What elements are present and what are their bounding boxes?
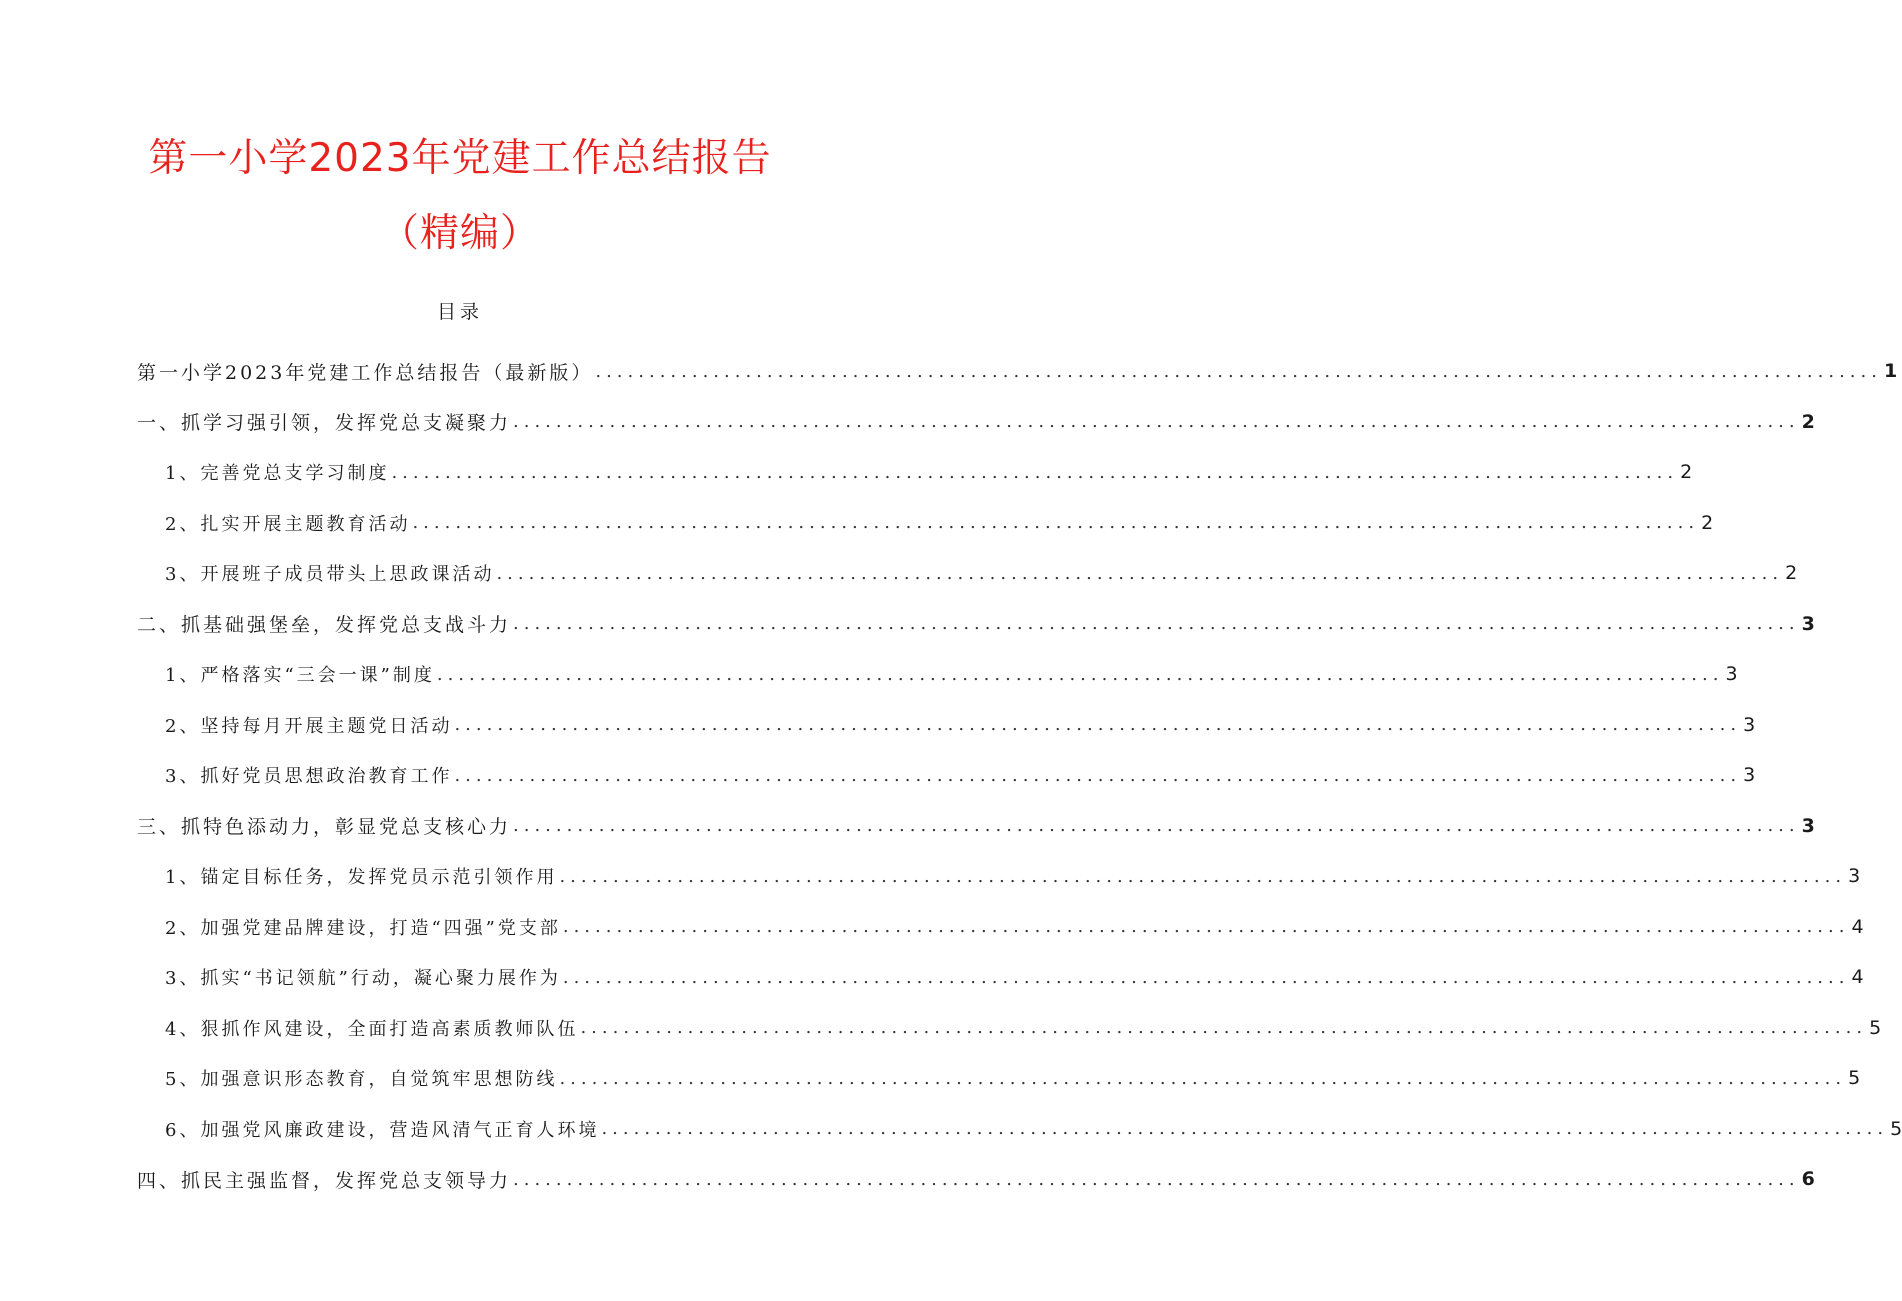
- toc-entry[interactable]: [137, 548, 1798, 599]
- toc-entry-page-number: 3: [1743, 764, 1756, 787]
- toc-leader-dots: ........................................................................................................................: [513, 1168, 1800, 1190]
- table-of-contents: [137, 346, 1902, 1205]
- toc-leader-dots: ........................................................................................................................: [580, 1017, 1868, 1039]
- toc-entry[interactable]: [137, 952, 1864, 1003]
- toc-entry-page-number: 3: [1743, 713, 1756, 736]
- toc-entry-page-number: 3: [1848, 865, 1861, 888]
- toc-entry-label: 一、抓学习强引领，发挥党总支凝聚力: [137, 412, 512, 435]
- toc-entry-label: 1、锚定目标任务，发挥党员示范引领作用: [165, 867, 558, 889]
- toc-entry-label: 2、加强党建品牌建设，打造“四强”党支部: [165, 917, 561, 939]
- toc-entry[interactable]: [137, 397, 1815, 448]
- toc-leader-dots: ........................................................................................................................: [513, 411, 1800, 433]
- toc-leader-dots: ........................................................................................................................: [454, 764, 1742, 786]
- toc-entry[interactable]: [137, 1154, 1815, 1205]
- toc-entry[interactable]: [137, 1003, 1882, 1054]
- toc-entry-page-number: 2: [1785, 562, 1798, 585]
- document-subtitle: （精编）: [379, 211, 540, 256]
- toc-leader-dots: ........................................................................................................................: [601, 1118, 1889, 1140]
- document-title: 第一小学2023年党建工作总结报告: [148, 136, 772, 181]
- toc-leader-dots: ........................................................................................................................: [559, 865, 1847, 887]
- toc-entry-page-number: 5: [1890, 1117, 1902, 1140]
- toc-entry-page-number: 3: [1801, 612, 1815, 635]
- toc-entry[interactable]: [137, 1104, 1902, 1155]
- toc-leader-dots: ........................................................................................................................: [562, 916, 1850, 938]
- toc-entry[interactable]: [137, 801, 1815, 852]
- toc-entry[interactable]: [137, 346, 1898, 397]
- toc-entry-page-number: 6: [1801, 1168, 1815, 1191]
- toc-entry-label: 三、抓特色添动力，彰显党总支核心力: [137, 816, 512, 839]
- toc-entry-page-number: 4: [1851, 915, 1864, 938]
- toc-entry[interactable]: [137, 851, 1861, 902]
- toc-leader-dots: ........................................................................................................................: [412, 512, 1700, 534]
- toc-entry-page-number: 2: [1680, 461, 1693, 484]
- toc-leader-dots: ........................................................................................................................: [513, 815, 1800, 837]
- toc-entry-label: 6、加强党风廉政建设，营造风清气正育人环境: [165, 1119, 600, 1141]
- toc-entry-label: 4、狠抓作风建设，全面打造高素质教师队伍: [165, 1018, 579, 1040]
- toc-leader-dots: ........................................................................................................................: [513, 613, 1800, 635]
- toc-entry-page-number: 2: [1801, 410, 1815, 433]
- toc-leader-dots: ........................................................................................................................: [454, 714, 1742, 736]
- toc-entry-label: 3、开展班子成员带头上思政课活动: [165, 564, 495, 586]
- toc-entry-page-number: 4: [1851, 966, 1864, 989]
- toc-entry[interactable]: [137, 447, 1693, 498]
- toc-entry-label: 5、加强意识形态教育，自觉筑牢思想防线: [165, 1069, 558, 1091]
- toc-leader-dots: ........................................................................................................................: [391, 461, 1679, 483]
- toc-leader-dots: ........................................................................................................................: [595, 360, 1882, 382]
- toc-entry[interactable]: [137, 649, 1738, 700]
- toc-entry-page-number: 5: [1848, 1067, 1861, 1090]
- toc-entry-label: 1、严格落实“三会一课”制度: [165, 665, 435, 687]
- toc-entry-label: 2、坚持每月开展主题党日活动: [165, 715, 453, 737]
- toc-entry-page-number: 2: [1701, 511, 1714, 534]
- toc-entry-label: 四、抓民主强监督，发挥党总支领导力: [137, 1169, 512, 1192]
- toc-entry[interactable]: [137, 902, 1864, 953]
- toc-entry-page-number: 3: [1801, 814, 1815, 837]
- toc-entry-label: 第一小学2023年党建工作总结报告（最新版）: [137, 361, 594, 384]
- toc-entry-label: 3、抓实“书记领航”行动，凝心聚力展作为: [165, 968, 561, 990]
- toc-leader-dots: ........................................................................................................................: [559, 1067, 1847, 1089]
- toc-leader-dots: ........................................................................................................................: [496, 562, 1784, 584]
- toc-entry[interactable]: [137, 599, 1815, 650]
- toc-entry-label: 3、抓好党员思想政治教育工作: [165, 766, 453, 788]
- toc-entry-label: 1、完善党总支学习制度: [165, 463, 390, 485]
- toc-entry-page-number: 3: [1725, 663, 1738, 686]
- toc-entry-label: 二、抓基础强堡垒，发挥党总支战斗力: [137, 614, 512, 637]
- toc-entry[interactable]: [137, 1053, 1861, 1104]
- toc-entry-page-number: 1: [1883, 360, 1898, 383]
- toc-entry[interactable]: [137, 498, 1714, 549]
- toc-entry-page-number: 5: [1869, 1016, 1882, 1039]
- toc-leader-dots: ........................................................................................................................: [562, 966, 1850, 988]
- toc-heading: 目录: [436, 301, 483, 323]
- toc-entry[interactable]: [137, 700, 1756, 751]
- toc-entry-label: 2、扎实开展主题教育活动: [165, 513, 411, 535]
- toc-entry[interactable]: [137, 750, 1756, 801]
- toc-leader-dots: ........................................................................................................................: [436, 663, 1724, 685]
